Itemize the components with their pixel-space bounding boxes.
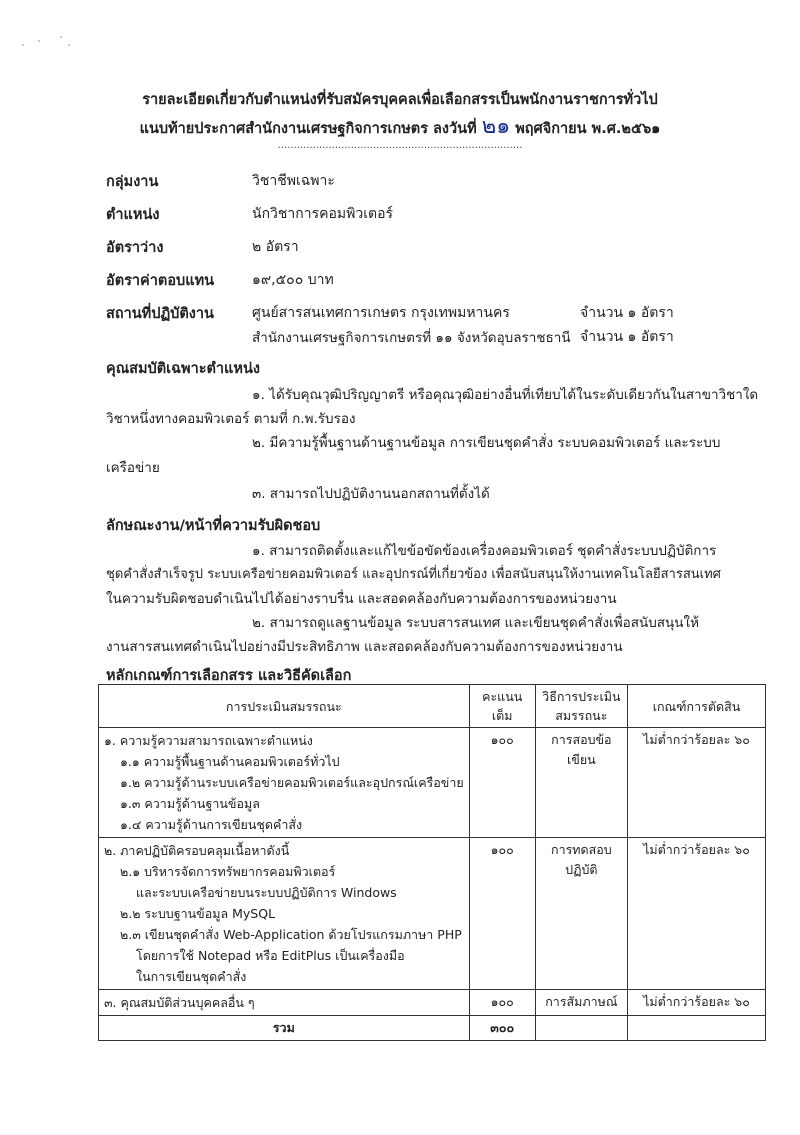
qualification-1-line1: ๑. ได้รับคุณวุฒิปริญญาตรี หรือคุณวุฒิอย่างอื่นที่เทียบได้ในระดับเดียวกันในสาขาวิชาใด — [252, 387, 759, 403]
header-competency: การประเมินสมรรถนะ — [99, 685, 470, 728]
subtitle-suffix: พฤศจิกายน พ.ศ.๒๕๖๑ — [515, 121, 661, 137]
competency-line: ๑.๑ ความรู้พื้นฐานด้านคอมพิวเตอร์ทั่วไป — [120, 754, 340, 769]
competency-line: ๑.๔ ความรู้ด้านการเขียนชุดคำสั่ง — [120, 817, 303, 832]
method-cell: การสอบข้อเขียน — [535, 728, 627, 838]
duty-2-line2: งานสารสนเทศดำเนินไปอย่างมีประสิทธิภาพ และสอดคล้องกับความต้องการของหน่วยงาน — [106, 639, 623, 655]
duties-heading: ลักษณะงาน/หน้าที่ความรับผิดชอบ — [106, 518, 321, 534]
workplace-1: ศูนย์สารสนเทศการเกษตร กรุงเทพมหานคร — [252, 305, 510, 321]
competency-line: ๒.๓ เขียนชุดคำสั่ง Web-Application ด้วยโปรแกรมภาษา PHP — [120, 927, 462, 942]
score-cell: ๑๐๐ — [469, 728, 535, 838]
criteria-heading: หลักเกณฑ์การเลือกสรร และวิธีคัดเลือก — [106, 668, 352, 684]
group-label: กลุ่มงาน — [106, 174, 159, 190]
total-criterion-empty — [627, 1016, 765, 1041]
header-method-line1: วิธีการประเมิน — [542, 689, 621, 704]
header-method-line2: สมรรถนะ — [555, 708, 608, 723]
total-score: ๓๐๐ — [469, 1016, 535, 1041]
criterion-cell: ไม่ต่ำกว่าร้อยละ ๖๐ — [627, 838, 765, 990]
header-method — [535, 685, 627, 728]
scan-speck — [38, 40, 40, 42]
competency-line: ๒. ภาคปฏิบัติครอบคลุมเนื้อหาดังนี้ — [104, 843, 290, 858]
total-label: รวม — [99, 1016, 470, 1041]
subtitle-prefix: แนบท้ายประกาศสำนักงานเศรษฐกิจการเกษตร ลงวันที่ — [139, 121, 477, 137]
vacancy-label: อัตราว่าง — [106, 240, 164, 256]
competency-line: ๑. ความรู้ความสามารถเฉพาะตำแหน่ง — [104, 733, 313, 748]
competency-line: ๒.๒ ระบบฐานข้อมูล MySQL — [120, 906, 276, 921]
document-subtitle — [0, 108, 800, 143]
competency-line: ๓. คุณสมบัติส่วนบุคคลอื่น ๆ — [104, 995, 255, 1010]
salary-value: ๑๙,๕๐๐ บาท — [252, 272, 334, 288]
duty-2-line1: ๒. สามารถดูแลฐานข้อมูล ระบบสารสนเทศ และเขียนชุดคำสั่งเพื่อสนับสนุนให้ — [252, 615, 699, 631]
header-score-line2: เต็ม — [491, 708, 513, 723]
duty-1-line3: ในความรับผิดชอบดำเนินไปได้อย่างราบรื่น และสอดคล้องกับความต้องการของหน่วยงาน — [106, 591, 617, 607]
qualifications-heading: คุณสมบัติเฉพาะตำแหน่ง — [106, 361, 260, 377]
score-cell: ๑๐๐ — [469, 838, 535, 990]
qualification-3: ๓. สามารถไปปฏิบัติงานนอกสถานที่ตั้งได้ — [252, 486, 490, 502]
competency-cell — [99, 990, 470, 1016]
scan-speck — [68, 44, 70, 46]
header-score — [469, 685, 535, 728]
competency-line: ๑.๓ ความรู้ด้านฐานข้อมูล — [120, 796, 260, 811]
qualification-1-line2: วิชาหนึ่งทางคอมพิวเตอร์ ตามที่ ก.พ.รับรอง — [106, 411, 356, 427]
competency-line: และระบบเครือข่ายบนระบบปฏิบัติการ Windows — [136, 885, 397, 900]
competency-cell — [99, 728, 470, 838]
header-criterion: เกณฑ์การตัดสิน — [627, 685, 765, 728]
header-score-line1: คะแนน — [482, 689, 523, 704]
competency-line: ๒.๑ บริหารจัดการทรัพยากรคอมพิวเตอร์ — [120, 864, 336, 879]
total-method-empty — [535, 1016, 627, 1041]
title-dotted-rule: ............................................................................. — [277, 140, 523, 151]
table-row — [99, 728, 766, 838]
vacancy-value: ๒ อัตรา — [252, 239, 299, 255]
workplace-2: สำนักงานเศรษฐกิจการเกษตรที่ ๑๑ จังหวัดอุบลราชธานี — [252, 330, 571, 346]
criterion-cell: ไม่ต่ำกว่าร้อยละ ๖๐ — [627, 990, 765, 1016]
criteria-header-row — [99, 685, 766, 728]
document-title: รายละเอียดเกี่ยวกับตำแหน่งที่รับสมัครบุคคลเพื่อเลือกสรรเป็นพนักงานราชการทั่วไป — [142, 92, 658, 108]
method-cell: การสัมภาษณ์ — [535, 990, 627, 1016]
table-row — [99, 990, 766, 1016]
handwritten-day: ๒๑ — [481, 114, 511, 139]
total-row — [99, 1016, 766, 1041]
group-value: วิชาชีพเฉพาะ — [252, 173, 335, 189]
method-cell: การทดสอบปฏิบัติ — [535, 838, 627, 990]
competency-cell — [99, 838, 470, 990]
criterion-cell: ไม่ต่ำกว่าร้อยละ ๖๐ — [627, 728, 765, 838]
duty-1-line1: ๑. สามารถติดตั้งและแก้ไขข้อขัดข้องเครื่องคอมพิวเตอร์ ชุดคำสั่งระบบปฏิบัติการ — [252, 543, 717, 559]
workplace-2-count: จำนวน ๑ อัตรา — [580, 329, 674, 345]
competency-line: ในการเขียนชุดคำสั่ง — [136, 969, 247, 984]
workplace-1-count: จำนวน ๑ อัตรา — [580, 305, 674, 321]
competency-line: ๑.๒ ความรู้ด้านระบบเครือข่ายคอมพิวเตอร์และอุปกรณ์เครือข่าย — [120, 775, 464, 790]
qualification-2-line2: เครือข่าย — [106, 460, 160, 476]
position-value: นักวิชาการคอมพิวเตอร์ — [252, 206, 394, 222]
duty-1-line2: ชุดคำสั่งสำเร็จรูป ระบบเครือข่ายคอมพิวเตอร์ และอุปกรณ์ที่เกี่ยวข้อง เพื่อสนับสนุนให้งานเทคโนโลยีสารสนเทศ — [106, 567, 721, 582]
scan-speck — [60, 36, 62, 38]
criteria-table — [98, 684, 766, 1041]
qualification-2-line1: ๒. มีความรู้พื้นฐานด้านฐานข้อมูล การเขียนชุดคำสั่ง ระบบคอมพิวเตอร์ และระบบ — [252, 435, 721, 451]
scan-speck — [22, 44, 24, 46]
salary-label: อัตราค่าตอบแทน — [106, 273, 215, 289]
score-cell: ๑๐๐ — [469, 990, 535, 1016]
position-label: ตำแหน่ง — [106, 207, 160, 223]
workplace-label: สถานที่ปฏิบัติงาน — [106, 306, 214, 322]
table-row — [99, 838, 766, 990]
competency-line: โดยการใช้ Notepad หรือ EditPlus เป็นเครื่องมือ — [136, 948, 405, 963]
